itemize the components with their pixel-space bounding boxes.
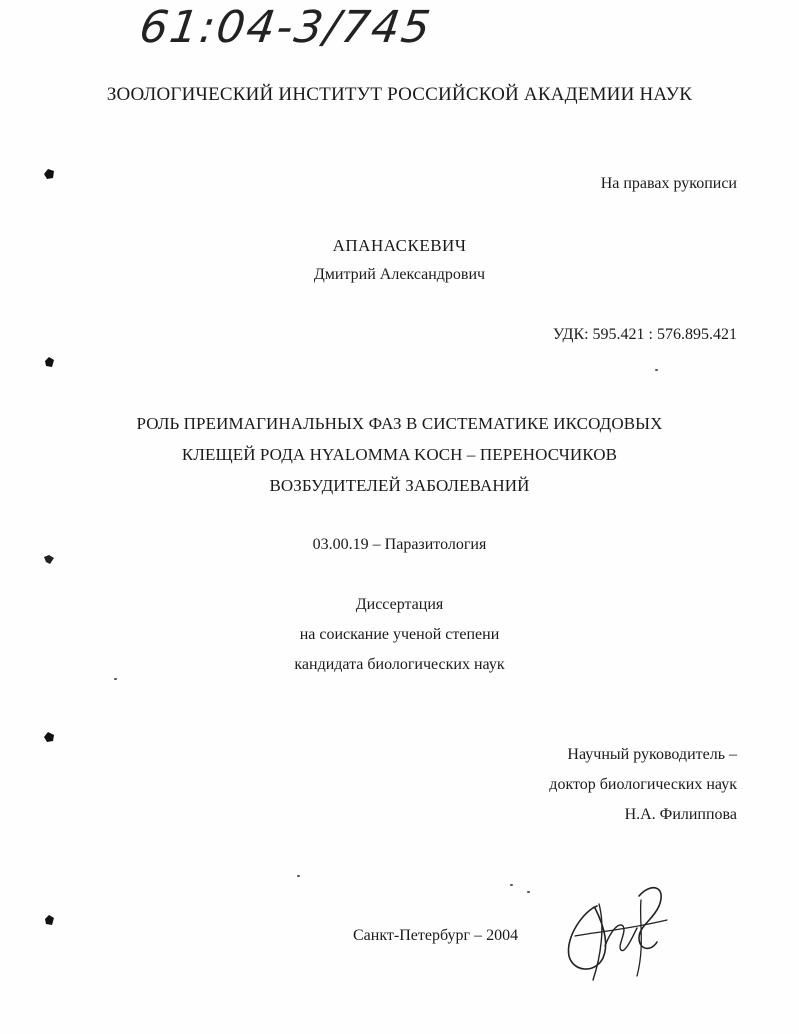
binder-hole-mark [43,168,55,180]
dissertation-line-2: на соискание ученой степени [299,626,500,643]
supervisor-line-2: доктор биологических наук [549,776,737,793]
udc-code: УДК: 595.421 : 576.895.421 [552,326,737,343]
thesis-title-line-2: КЛЕЩЕЙ РОДА HYALOMMA KOCH – ПЕРЕНОСЧИКОВ [181,445,618,464]
author-surname: АПАНАСКЕВИЧ [332,236,467,255]
supervisor-line-1: Научный руководитель – [567,746,737,763]
author-given-names: Дмитрий Александрович [313,266,486,283]
binder-hole-mark [43,356,55,368]
binder-hole-mark [43,553,55,565]
thesis-title-line-1: РОЛЬ ПРЕИМАГИНАЛЬНЫХ ФАЗ В СИСТЕМАТИКЕ ИКСОДОВЫХ [136,414,663,433]
thesis-title-line-3: ВОЗБУДИТЕЛЕЙ ЗАБОЛЕВАНИЙ [269,476,530,495]
dissertation-line-1: Диссертация [355,596,444,613]
city-year: Санкт-Петербург – 2004 [353,927,519,944]
scan-speck [527,891,530,893]
binder-hole-mark [43,731,55,743]
manuscript-rights-note: На правах рукописи [600,175,737,192]
institute-heading: ЗООЛОГИЧЕСКИЙ ИНСТИТУТ РОССИЙСКОЙ АКАДЕМИИ НАУК [106,84,693,105]
dissertation-line-3: кандидата биологических наук [294,656,505,673]
specialty-code: 03.00.19 – Паразитология [312,536,487,553]
handwritten-signature [555,876,675,986]
scan-speck [297,875,300,877]
scan-speck [510,884,513,886]
archive-number-handwritten: 61:04-3/745 [136,2,436,53]
binder-hole-mark [43,914,55,926]
supervisor-line-3: Н.А. Филиппова [624,806,737,823]
scan-speck [655,369,658,371]
scan-speck [114,678,117,680]
